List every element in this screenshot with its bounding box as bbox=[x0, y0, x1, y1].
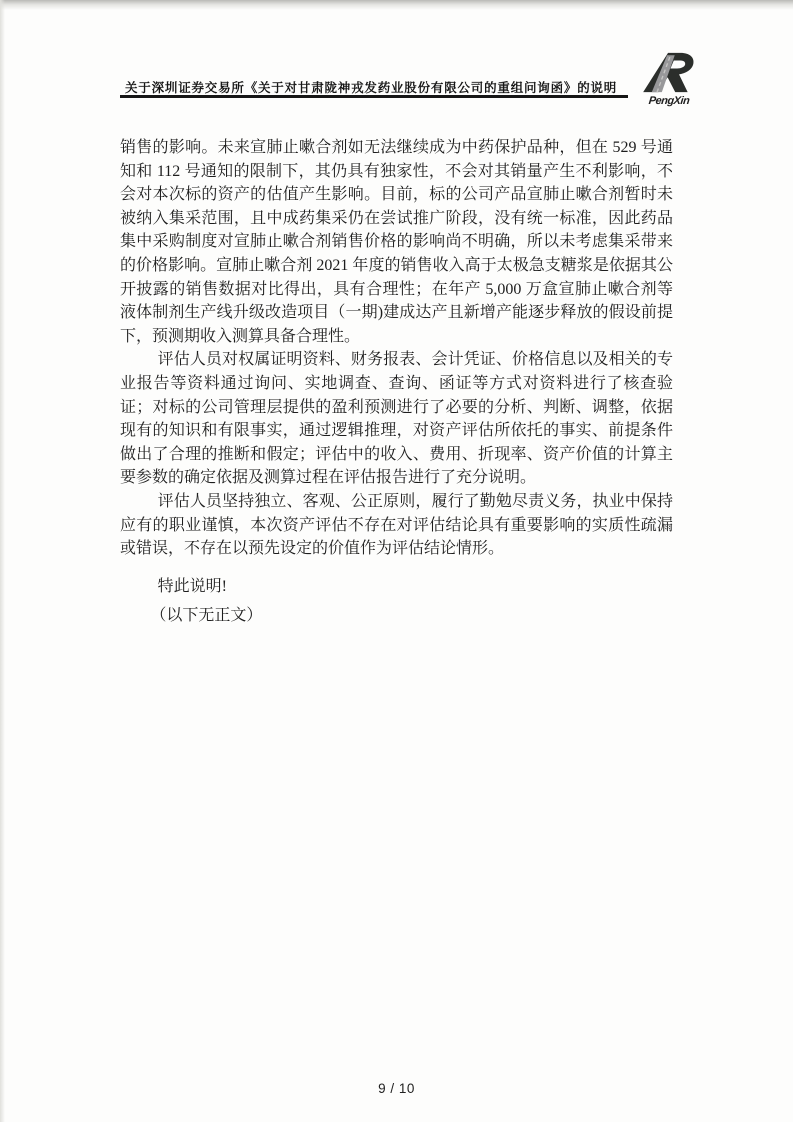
scan-edge-left-artifact bbox=[0, 0, 5, 1122]
header-title: 关于深圳证券交易所《关于对甘肃陇神戎发药业股份有限公司的重组问询函》的说明 bbox=[125, 81, 618, 95]
page-footer bbox=[0, 1080, 793, 1098]
paragraph-continuation: 销售的影响。未来宣肺止嗽合剂如无法继续成为中药保护品种，但在 529 号通知和 112 号通知的限制下，其仍具有独家性，不会对其销量产生不利影响，不会对本次标的资产的估值产生影响。目前，标的公司产品宣肺止嗽合剂暂时未被纳入集采范围，且中成药集采仍在尝试推广阶段，没有统一标准，因此药品集中采购制度对宣肺止嗽合剂销售价格的影响尚不明确，所以未考虑集采带来的价格影响。宣肺止嗽合剂 2021 年度的销售收入高于太极急支糖浆是依据其公开披露的销售数据对比得出，具有合理性；在年产 5,000 万盒宣肺止嗽合剂等液体制剂生产线升级改造项目（一期)建成达产且新增产能逐步释放的假设前提下，预测期收入测算具备合理性。 bbox=[120, 139, 673, 345]
header-rule-divider bbox=[120, 95, 628, 98]
no-more-text-note: （以下无正文） bbox=[150, 607, 263, 625]
page-number: 9 / 10 bbox=[378, 1081, 415, 1096]
pengxin-logo bbox=[636, 50, 702, 107]
closing-statement: 特此说明! bbox=[157, 577, 227, 595]
paragraph-verification: 评估人员对权属证明资料、财务报表、会计凭证、价格信息以及相关的专业报告等资料通过询问、实地调查、查询、函证等方式对资料进行了核查验证；对标的公司管理层提供的盈利预测进行了必要的分析、判断、调整，依据现有的知识和有限事实，通过逻辑推理，对资产评估所依托的事实、前提条件做出了合理的推断和假定；评估中的收入、费用、折现率、资产价值的计算主要参数的确定依据及测算过程在评估报告进行了充分说明。 bbox=[120, 351, 673, 487]
paragraph-independence: 评估人员坚持独立、客观、公正原则，履行了勤勉尽责义务，执业中保持应有的职业谨慎，本次资产评估不存在对评估结论具有重要影响的实质性疏漏或错误，不存在以预先设定的价值作为评估结论情形。 bbox=[120, 492, 673, 558]
pengxin-r-icon bbox=[640, 50, 698, 94]
document-body bbox=[120, 136, 673, 628]
pengxin-logo-wordmark: PengXin bbox=[648, 95, 690, 107]
scan-edge-top-artifact bbox=[0, 0, 793, 10]
